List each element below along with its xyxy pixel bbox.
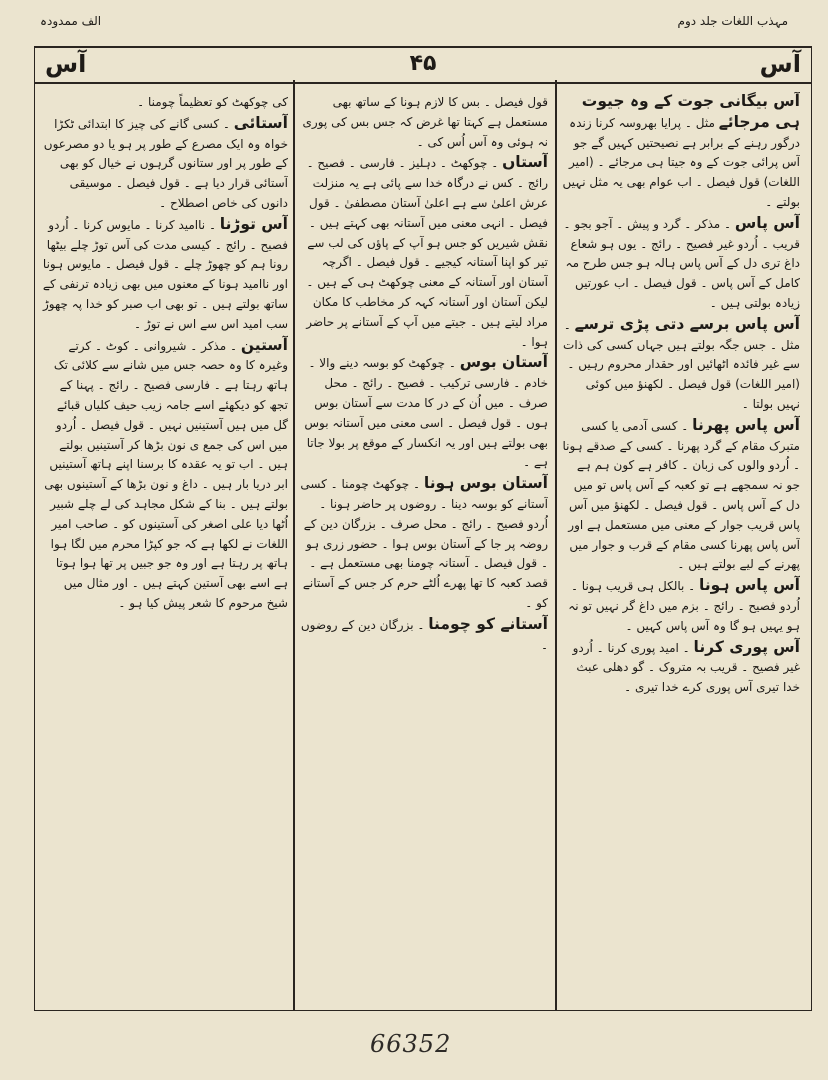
entry	[42, 336, 288, 614]
column-left	[42, 92, 288, 998]
entry	[300, 615, 548, 656]
entry-text: ۔ مذکر ۔ شیروانی ۔ کوٹ ۔ کرتے وغیرہ کا وہ حصہ جس میں شانے سے کلائی تک ہاتھ رہتا ہے ۔ فارسی فصیح ۔ رائج ۔ پہنا کے تجھ کو دیکھئے اسے جامہ زیب حیف کلیاں قبائے گل میں ہیں آستینیں نہیں ۔ قول فیصل ۔ اُردو میں اس کی جمع ی نون بڑھا کر آستینیں بولتے ہیں ۔ اب تو یہ عقدہ کا برسنا اپنے ہاتھ آستینیں ابر دریا بار ہیں ۔ داغ و نون بڑھا کے آستینوں بھی بولتے ہیں ۔ بنا کے شکل مجاہد کی لے چلے شبیر اُٹھا دیا علی اصغر کی آستینوں کو ۔ صاحب امیر اللغات نے لکھا ہے کہ جو کپڑا محرم میں لگا ہوا ہاتھ پر رہتا ہے اور وہ جو جبیں پر تھا ہوا ہوتا ہے اسے بھی آستین کہتے ہیں ۔ اور مثال میں شیخ مرحوم کا شعر پیش کیا ہو ۔	[44, 338, 288, 610]
entry-headword: آس بیگانی جوت کے وہ جیوت ہی مرجائے	[581, 92, 800, 131]
entry-headword: آس پاس پھرنا	[692, 415, 800, 434]
entry-headword: آس پاس	[734, 213, 800, 232]
entry-headword: آس پوری کرنا	[693, 637, 800, 656]
page-header	[34, 46, 812, 84]
entry-text: ۔ مثل ۔ جس جگہ بولتے ہیں جہاں کسی کی ذات سے غیر فائدہ اٹھائیں اور حقدار محروم رہیں ۔ (امیر اللغات) قول فیصل ۔ لکھنؤ میں کوئی نہیں بولتا ۔	[563, 317, 800, 411]
entry	[562, 214, 800, 314]
entry-headword: آستین	[240, 335, 288, 354]
entry-text: ۔ مذکر ۔ گرد و پیش ۔ آجو بجو ۔ قریب ۔ اُردو غیر فصیح ۔ رائج ۔ یوں ہو شعاع داغ تری دل کے آس پاس ہالہ ہو جس طرح مہ کامل کے آس پاس ۔ قول فیصل ۔ اب عورتیں زیادہ بولتی ہیں ۔	[563, 216, 800, 310]
entry-text: ۔ کسی آدمی یا کسی متبرک مقام کے گرد پھرنا ۔ کسی کے صدقے ہونا ۔ اُردو والوں کی زبان ۔ کافر ہے کون ہم ہے جو نہ سمجھے ہے تو کعبہ کے آس پاس تو میں دل کے آس پاس ۔ قول فیصل ۔ لکھنؤ میں آس پاس قریب جوار کے معنی میں مستعمل ہے اور آس پاس پھرنا کسی مقام کے قرب و جوار میں پھرنے کے لیے بولتے ہیں ۔	[562, 418, 800, 572]
column-right	[562, 92, 800, 998]
entry-headword: آس پاس ہونا	[699, 576, 800, 595]
entry-text: کی چوکھٹ کو تعظیماً چومنا ۔	[137, 95, 288, 109]
entry-text: ۔ کسی گانے کی چیز کا ابتدائی ٹکڑا خواہ وہ ایک مصرع کے طور پر ہو یا دو مصرعوں کے طور پر اور ستانوں گرہوں نے خیال کو بھی آستائی قرار دیا ہے ۔ قول فیصل ۔ موسیقی دانوں کی خاص اصطلاح ۔	[43, 116, 288, 210]
running-head	[40, 10, 788, 32]
running-head-title: مہذب اللغات جلد دوم	[677, 14, 788, 28]
entry-headword: آس پاس برسے دتی پڑی ترسے	[574, 314, 800, 333]
entry-headword: آس توڑنا	[219, 214, 288, 233]
header-headword-right: آس	[759, 50, 801, 78]
entry-headword: آستائی	[233, 113, 288, 132]
entry-text: قول فیصل ۔ بس کا لازم ہونا کے ساتھ بھی مستعمل ہے کہتا تھا غرض کہ جس بس کی پوری نہ ہوئی وہ آس اُس کی ۔	[302, 95, 548, 149]
entry-text: ۔ امید پوری کرنا ۔ اُردو غیر فصیح ۔ قریب بہ متروک ۔ گو دھلی عبث خدا تیری آس پوری کرے خدا تیری ۔	[572, 640, 800, 695]
entry-headword: آستان بوس ہونا	[423, 474, 548, 493]
entry	[300, 92, 548, 152]
entry	[562, 92, 800, 213]
page-number: ۴۵	[409, 51, 437, 76]
column-divider-right	[555, 80, 557, 1010]
entry-text: ۔ چوکھٹ ۔ دہلیز ۔ فارسی ۔ فصیح ۔ رائج ۔ کس نے درگاہ خدا سے پائی ہے یہ منزلت عرش اعلیٰ سے ہے اعلیٰ آستان مصطفیٰ ۔ قول فیصل ۔ انہی معنی میں آستانہ بھی کہتے ہیں ۔ نقش شیریں کو جس ہو آپ کے پاؤں کی لب سے تیر کو اپنا آستانہ کیجیے ۔ قول فیصل ۔ اگرچہ آستان اور آستانہ کے معنی چوکھٹ ہی کے ہیں ۔ لیکن آستان اور آستانہ کہہ کر مخاطب کا مکان مراد لیتے ہیں ۔ جیتے میں آپ کے آستانے پر حاضر ہوا ۔	[306, 156, 548, 349]
entry	[562, 416, 800, 575]
entry	[300, 353, 548, 473]
entry	[300, 153, 548, 352]
entry	[562, 638, 800, 698]
handwritten-catalog-number: 66352	[370, 1030, 452, 1058]
entry-text: ۔ بالکل ہی قریب ہونا ۔ اُردو فصیح ۔ رائج ۔ بزم میں داغ گر نہیں تو نہ ہو یہیں ہو گا وہ آس پاس کہیں ۔	[568, 579, 800, 633]
entry-text: ۔ چوکھٹ کو بوسہ دینے والا ۔ خادم ۔ فارسی ترکیب ۔ فصیح ۔ رائج ۔ محل صرف ۔ میں اُن کے در کا مدت سے آستان بوس ہوں ۔ قول فیصل ۔ اسی معنی میں آستانہ بوس بھی بولتے ہیں اور یہ انکسار کے موقع پر بولا جاتا ہے ۔	[304, 356, 548, 470]
header-headword-left: آس	[45, 50, 87, 78]
running-head-section: الف ممدودہ	[40, 14, 102, 28]
entry-headword: آستانے کو چومنا	[428, 614, 548, 633]
entry	[562, 576, 800, 636]
entry	[42, 114, 288, 214]
entry-headword: آستان بوس	[459, 353, 548, 372]
entry-text: ۔ ناامید کرنا ۔ مایوس کرنا ۔ اُردو فصیح ۔ رائج ۔ کیسی مدت کی آس توڑ چلے بیٹھا رونا ہم کو چھوڑ چلے ۔ قول فیصل ۔ مایوس ہونا اور ناامید ہونا کے معنوں میں بھی زیادہ ترنفی کے ساتھ بولتے ہیں ۔ تو بھی اب صبر کو خدا پہ چھوڑ سب امید اس سے اس نے توڑ ۔	[42, 217, 288, 331]
entry-text: مثل ۔ پرایا بھروسہ کرنا زندہ درگور رہنے کے برابر ہے نصیحتیں کہیں گے جو آس پرائی جوت کے وہ جیتا ہی مرجائے ۔ (امیر اللغات) قول فیصل ۔ اب عوام بھی یہ مثل نہیں بولتے ۔	[562, 115, 800, 209]
entry-text: ۔ چوکھٹ چومنا ۔ کسی آستانے کو بوسہ دینا ۔ روضوں پر حاضر ہونا ۔ اُردو فصیح ۔ رائج ۔ محل صرف ۔ بزرگان دین کے روضہ پر جا کے آستان بوس ہوا ۔ حضور زری ہو ۔ قول فیصل ۔ آستانہ چومنا بھی مستعمل ہے ۔ قصد کعبہ کا تھا پھرے اُلٹے حرم کر جس کے آستانے کو ۔	[300, 477, 548, 610]
entry	[42, 215, 288, 335]
entry	[562, 315, 800, 415]
column-middle	[300, 92, 548, 998]
column-divider-left	[293, 80, 295, 1010]
entry	[300, 474, 548, 614]
entry	[42, 92, 288, 113]
entry-text: ۔ بزرگان دین کے روضوں ۔	[300, 617, 548, 652]
entry-headword: آستاں	[502, 153, 548, 172]
